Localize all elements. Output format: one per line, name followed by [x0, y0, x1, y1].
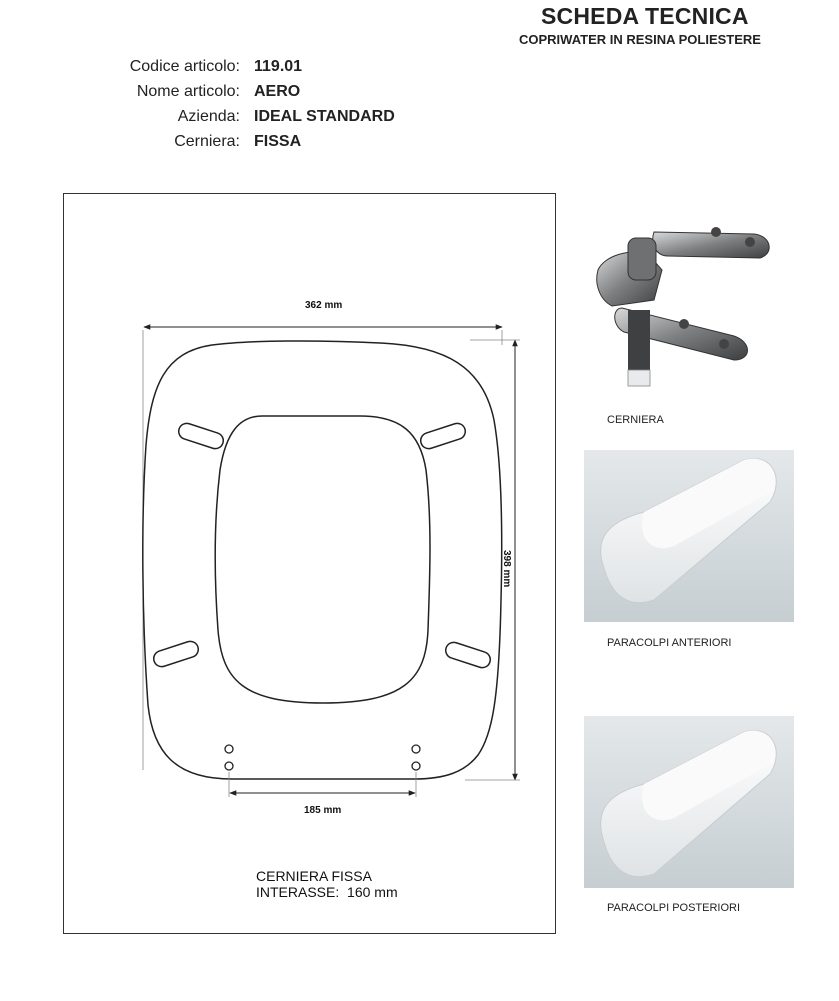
- spec-value-company: IDEAL STANDARD: [254, 108, 395, 125]
- rear-bumper-caption: PARACOLPI POSTERIORI: [607, 902, 741, 914]
- spec-label-hinge: Cerniera:: [174, 133, 240, 150]
- bumper-slot: [444, 640, 493, 669]
- document-title: SCHEDA TECNICA: [541, 3, 749, 29]
- hinge-hole: [412, 762, 420, 770]
- hinge-hole: [412, 745, 420, 753]
- bumper-slot: [419, 421, 468, 450]
- spec-value-hinge: FISSA: [254, 133, 302, 150]
- spec-label-company: Azienda:: [177, 108, 240, 125]
- bumper-slot: [152, 639, 201, 668]
- spec-value-code: 119.01: [254, 58, 303, 75]
- hinge-caption: CERNIERA: [607, 414, 664, 426]
- hinge-hole: [225, 745, 233, 753]
- hinge-photo-icon: [584, 210, 774, 400]
- hinge-note-line1: CERNIERA FISSA: [256, 868, 372, 884]
- seat-outer-outline: [143, 341, 502, 779]
- hinge-note-prefix: INTERASSE:: [256, 884, 340, 900]
- hinge-hole: [225, 762, 233, 770]
- front-bumper-caption: PARACOLPI ANTERIORI: [607, 637, 732, 649]
- spec-value-name: AERO: [254, 83, 301, 100]
- seat-inner-opening: [215, 416, 430, 703]
- spec-label-code: Codice articolo:: [129, 58, 240, 75]
- spec-label-name: Nome articolo:: [136, 83, 240, 100]
- front-bumper-photo-icon: [584, 450, 794, 622]
- width-dimension-label: 362 mm: [305, 300, 343, 311]
- hinge-note-value: 160 mm: [347, 884, 398, 900]
- hinge-note-line2: [256, 884, 398, 900]
- hinge-spacing-label: 185 mm: [304, 805, 342, 816]
- document-subtitle: COPRIWATER IN RESINA POLIESTERE: [519, 32, 761, 47]
- rear-bumper-photo-icon: [584, 716, 794, 888]
- height-dimension-label: 398 mm: [501, 550, 512, 588]
- bumper-slot: [177, 421, 226, 450]
